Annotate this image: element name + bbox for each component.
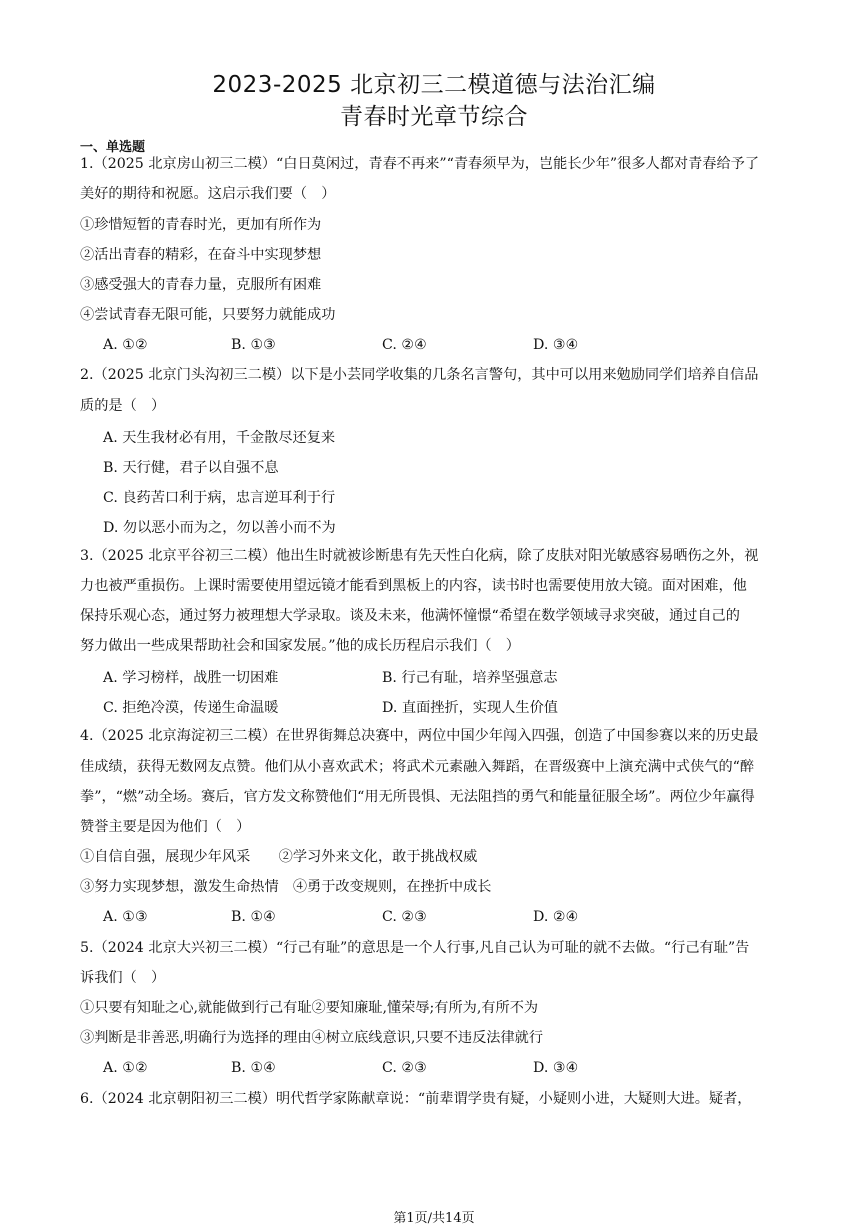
q4-line-4: 赞誉主要是因为他们（ ） [80,819,251,835]
q1-option-b: B. ①③ [231,337,276,353]
q3-line-4: 努力做出一些成果帮助社会和国家发展。”他的成长历程启示我们（ ） [80,638,520,654]
q3-option-b: B. 行己有耻，培养坚强意志 [382,670,558,686]
q1-option-d: D. ③④ [533,337,579,353]
q5-line-4: ③判断是非善恶,明确行为选择的理由④树立底线意识,只要不违反法律就行 [80,1030,544,1046]
document-subtitle: 青春时光章节综合 [340,104,528,130]
q2-option-d: D. 勿以恶小而为之，勿以善小而不为 [103,520,336,536]
q4-option-b: B. ①④ [231,909,276,925]
q1-line-4: ②活出青春的精彩，在奋斗中实现梦想 [80,247,322,263]
q2-line-1: 2.（2025 北京门头沟初三二模）以下是小芸同学收集的几条名言警句，其中可以用来勉励同学们培养自信品 [80,367,759,383]
q3-line-2: 力也被严重损伤。上课时需要使用望远镜才能看到黑板上的内容，读书时也需要使用放大镜。面对困难，他 [80,578,747,594]
document-title: 2023-2025 北京初三二模道德与法治汇编 [212,72,656,98]
q4-line-5: ①自信自强，展现少年风采 ②学习外来文化，敢于挑战权威 [80,849,478,865]
q4-option-c: C. ②③ [382,909,427,925]
q4-line-1: 4.（2025 北京海淀初三二模）在世界街舞总决赛中，两位中国少年闯入四强，创造了中国参赛以来的历史最 [80,728,759,744]
q5-line-1: 5.（2024 北京大兴初三二模）“行己有耻”的意思是一个人行事,凡自己认为可耻的就不去做。“行己有耻”告 [80,940,750,956]
q5-line-3: ①只要有知耻之心,就能做到行己有耻②要知廉耻,懂荣辱;有所为,有所不为 [80,1000,539,1016]
q5-option-c: C. ②③ [382,1060,427,1076]
section-heading: 一、单选题 [80,140,146,155]
q2-option-c: C. 良药苦口利于病，忠言逆耳利于行 [103,490,336,506]
q1-line-1: 1.（2025 北京房山初三二模）“白日莫闲过，青春不再来”“青春须早为，岂能长少年”很多人都对青春给予了 [80,156,760,172]
q1-line-2: 美好的期待和祝愿。这启示我们要（ ） [80,186,336,202]
q3-option-c: C. 拒绝冷漠，传递生命温暖 [103,700,279,716]
q3-line-1: 3.（2025 北京平谷初三二模）他出生时就被诊断患有先天性白化病，除了皮肤对阳光敏感容易晒伤之外，视 [80,548,759,564]
q1-option-a: A. ①② [103,337,148,353]
q3-option-a: A. 学习榜样，战胜一切困难 [103,670,279,686]
q5-option-a: A. ①② [103,1060,148,1076]
q4-option-d: D. ②④ [533,909,579,925]
q4-option-a: A. ①③ [103,909,148,925]
q2-option-b: B. 天行健，君子以自强不息 [103,460,279,476]
q4-line-2: 佳成绩，获得无数网友点赞。他们从小喜欢武术；将武术元素融入舞蹈，在晋级赛中上演充满中式侠气的“醉 [80,759,755,775]
q1-line-3: ①珍惜短暂的青春时光，更加有所作为 [80,217,322,233]
q2-option-a: A. 天生我材必有用，千金散尽还复来 [103,430,336,446]
q3-option-d: D. 直面挫折，实现人生价值 [382,700,558,716]
q3-line-3: 保持乐观心态，通过努力被理想大学录取。谈及未来，他满怀憧憬“希望在数学领域寻求突破，通过自己的 [80,608,740,624]
q5-option-d: D. ③④ [533,1060,579,1076]
q2-line-2: 质的是（ ） [80,398,166,414]
q1-line-5: ③感受强大的青春力量，克服所有困难 [80,277,322,293]
q4-line-6: ③努力实现梦想，激发生命热情 ④勇于改变规则，在挫折中成长 [80,879,492,895]
q4-line-3: 拳”，“燃”动全场。赛后，官方发文称赞他们“用无所畏惧、无法阻挡的勇气和能量征服全场”。两位少年赢得 [80,789,755,805]
q1-option-c: C. ②④ [382,337,427,353]
page-footer: 第1页/共14页 [393,1211,475,1226]
q1-line-6: ④尝试青春无限可能，只要努力就能成功 [80,307,336,323]
q5-option-b: B. ①④ [231,1060,276,1076]
q6-line-1: 6.（2024 北京朝阳初三二模）明代哲学家陈献章说：“前辈谓学贵有疑，小疑则小进，大疑则大进。疑者， [80,1091,752,1107]
q5-line-2: 诉我们（ ） [80,970,166,986]
